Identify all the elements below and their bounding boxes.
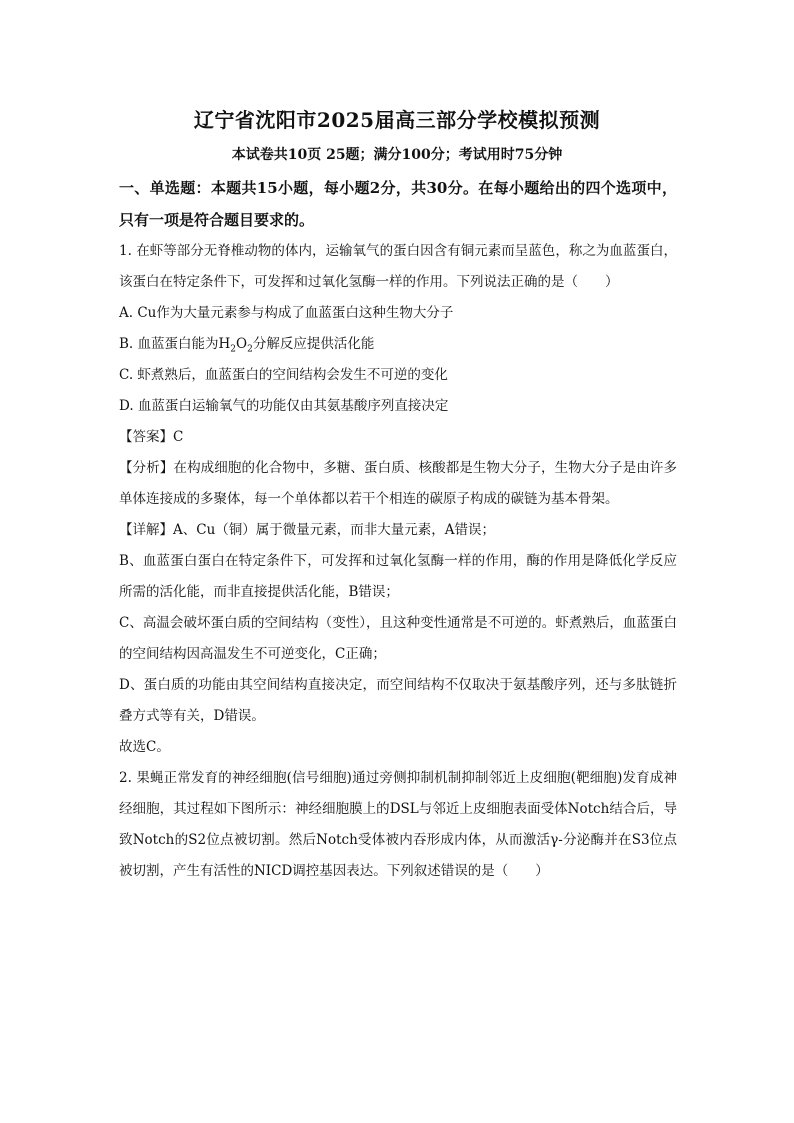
detail-c: C、高温会破坏蛋白质的空间结构（变性），且这种变性通常是不可逆的。虾煮熟后，血蓝蛋白的空间结构因高温发生不可逆变化，C正确； [119, 615, 677, 662]
option-b-text-o: O [236, 336, 248, 352]
analysis-label: 【分析】 [119, 460, 174, 476]
question-1-option-c: C. 虾煮熟后，血蓝蛋白的空间结构会发生不可逆的变化 [119, 367, 448, 383]
page-title: 辽宁省沈阳市2025届高三部分学校模拟预测 [193, 108, 601, 132]
conclusion: 故选C。 [119, 739, 170, 755]
exam-info: 本试卷共10页 25题；满分100分；考试用时75分钟 [231, 147, 563, 163]
analysis-text: 在构成细胞的化合物中，多糖、蛋白质、核酸都是生物大分子，生物大分子是由许多单体连接成的多聚体，每一个单体都以若干个相连的碳原子构成的碳链为基本骨架。 [119, 460, 678, 507]
option-b-text-start: B. 血蓝蛋白能为H [119, 336, 231, 352]
detail-b: B、血蓝蛋白蛋白在特定条件下，可发挥和过氧化氢酶一样的作用，酶的作用是降低化学反应所需的活化能，而非直接提供活化能，B错误； [119, 553, 677, 600]
answer-value: C [173, 429, 184, 445]
question-1-stem: 1. 在虾等部分无脊椎动物的体内，运输氧气的蛋白因含有铜元素而呈蓝色，称之为血蓝蛋白，该蛋白在特定条件下，可发挥和过氧化氢酶一样的作用。下列说法正确的是（ ） [119, 243, 677, 290]
question-1-option-d: D. 血蓝蛋白运输氧气的功能仅由其氨基酸序列直接决定 [119, 398, 449, 414]
answer-line [119, 422, 677, 453]
content-body [119, 172, 677, 887]
question-1-option-a: A. Cu作为大量元素参与构成了血蓝蛋白这种生物大分子 [119, 305, 454, 321]
answer-label: 【答案】 [119, 429, 173, 445]
detail-a [119, 515, 677, 546]
section-header: 一、单选题：本题共15小题，每小题2分，共30分。在每小题给出的四个选项中，只有一项是符合题目要求的。 [119, 179, 677, 229]
option-b-text-end: 分解反应提供活化能 [252, 336, 375, 352]
detail-d: D、蛋白质的功能由其空间结构直接决定，而空间结构不仅取决于氨基酸序列，还与多肽链折叠方式等有关，D错误。 [119, 677, 677, 724]
detail-a-text: A、Cu（铜）属于微量元素，而非大量元素，A错误； [173, 522, 496, 538]
question-1-option-b [119, 329, 677, 360]
subscript-2: 2 [230, 344, 237, 355]
detail-label: 【详解】 [119, 522, 173, 538]
question-2-stem: 2. 果蝇正常发育的神经细胞(信号细胞)通过旁侧抑制机制抑制邻近上皮细胞(靶细胞)发育成神经细胞，其过程如下图所示：神经细胞膜上的DSL与邻近上皮细胞表面受体Notch结合后，导致Notch的S2位点被切割。然后Notch受体被内吞形成内体，从而激活γ-分泌酶并在S3位点被切割，产生有活性的NICD调控基因表达。下列叙述错误的是（ ） [119, 770, 677, 879]
analysis-paragraph [119, 453, 677, 515]
subscript-2: 2 [247, 344, 253, 355]
